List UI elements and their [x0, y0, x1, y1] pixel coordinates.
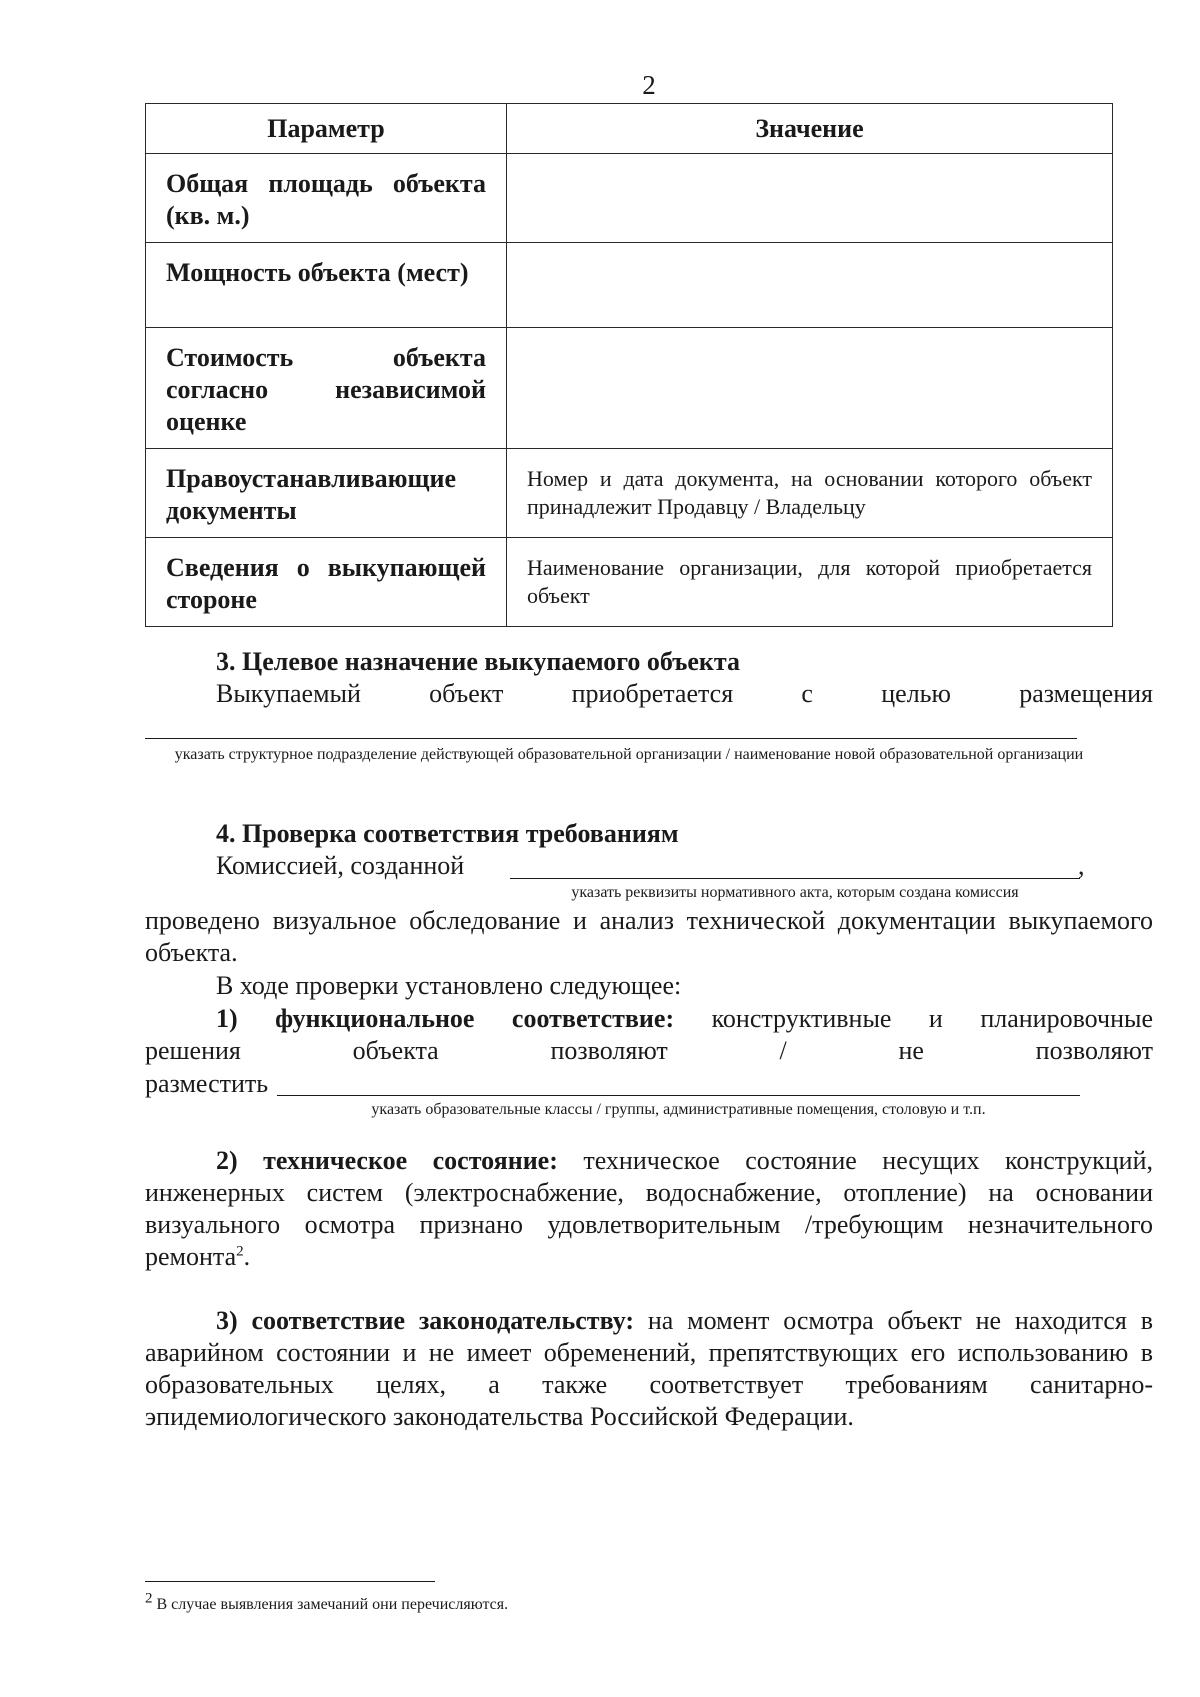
param-area: Общая площадь объекта (кв. м.) — [166, 169, 486, 230]
item2-text: техническое состояние несущих конструкций, инженерных систем (электроснабжение, водоснабжение, отопление) на основании визуального осмотра признано удовлетворительным /требующим незначительного ремонта — [145, 1146, 1154, 1271]
param-capacity: Мощность объекта (мест) — [166, 258, 469, 287]
section4-para1: проведено визуальное обследование и анализ технической документации выкупаемого объекта. — [145, 906, 1153, 967]
table-row — [146, 243, 1113, 328]
value-area — [507, 154, 1112, 180]
item1-fill-line — [277, 1095, 1080, 1096]
table-row — [146, 538, 1113, 627]
footnote-text: В случае выявления замечаний они перечисляются. — [156, 1596, 509, 1613]
item3-label: 3) соответствие законодательству: — [216, 1306, 635, 1335]
commission-prefix: Комиссией, созданной — [216, 851, 465, 880]
item3-paragraph — [145, 1305, 1153, 1433]
table-row — [146, 154, 1113, 243]
footnote-separator — [145, 1581, 435, 1582]
footnote-ref: 2 — [236, 1243, 244, 1260]
table-header-row — [146, 104, 1113, 154]
item3-text: на момент осмотра объект не находится в аварийном состоянии и не имеет обременений, препятствующих его использованию в образовательных целях, а также соответствует требованиям санитарно-эпидемиологического законодательства Российской Федерации. — [145, 1306, 1153, 1431]
table-row — [146, 449, 1113, 538]
item1-line2: решения объекта позволяют / не позволяют — [145, 1036, 1153, 1065]
value-buyer: Наименование организации, для которой приобретается объект — [527, 555, 1092, 608]
value-capacity — [507, 243, 1112, 269]
item1-label: 1) функциональное соответствие: — [216, 1004, 675, 1033]
table-row — [146, 328, 1113, 449]
section3-hint: указать структурное подразделение действующей образовательной организации / наименование новой образовательной организации — [174, 746, 1084, 763]
value-documents: Номер и дата документа, на основании которого объект принадлежит Продавцу / Владельцу — [527, 466, 1092, 519]
page-number: 2 — [642, 70, 656, 100]
item2-paragraph — [145, 1145, 1153, 1273]
param-cost: Стоимость объекта согласно независимой оценке — [166, 343, 486, 436]
value-cost — [507, 328, 1112, 354]
item2-label: 2) техническое состояние: — [216, 1146, 558, 1175]
section3-fill-line — [145, 738, 1077, 739]
header-value: Значение — [507, 104, 1113, 154]
section4-heading: 4. Проверка соответствия требованиям — [216, 819, 679, 848]
item2-end: . — [243, 1242, 251, 1271]
footnote — [145, 1590, 509, 1615]
commission-hint: указать реквизиты нормативного акта, которым создана комиссия — [571, 884, 1019, 901]
item1-text-a: конструктивные и планировочные — [711, 1004, 1154, 1033]
section4-para2: В ходе проверки установлено следующее: — [216, 971, 682, 1000]
commission-suffix: , — [1078, 851, 1085, 880]
section3-text: Выкупаемый объект приобретается с целью размещения — [216, 679, 1153, 708]
footnote-mark: 2 — [145, 1590, 153, 1607]
item1-line1 — [216, 1003, 1153, 1035]
section3-heading: 3. Целевое назначение выкупаемого объекта — [216, 647, 740, 676]
param-documents: Правоустанавливающие документы — [166, 464, 457, 525]
header-param: Параметр — [146, 104, 507, 154]
param-buyer: Сведения о выкупающей стороне — [166, 553, 486, 614]
commission-fill-line — [510, 878, 1080, 879]
item1-place-label: разместить — [145, 1069, 269, 1098]
parameters-table — [145, 103, 1113, 627]
item1-hint: указать образовательные классы / группы, административные помещения, столовую и т.п. — [371, 1101, 986, 1118]
